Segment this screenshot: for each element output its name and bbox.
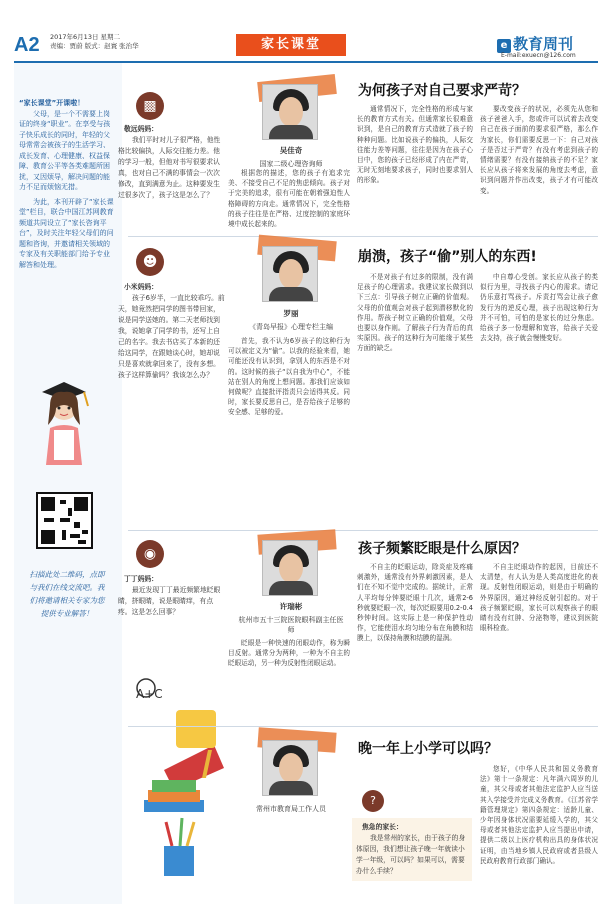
cat-icon: ☻: [136, 248, 164, 276]
expert-credit: [236, 308, 346, 332]
article-col-3: [480, 562, 598, 633]
expert-title: 常州市教育局工作人员: [256, 805, 326, 813]
expert-title: 国家二级心理咨询师: [259, 160, 323, 168]
article-title: 孩子频繁眨眼是什么原因？: [358, 541, 526, 557]
expert-credit: [236, 145, 346, 169]
article-col-2: [357, 104, 473, 186]
article-text: 通常情况下，完全性格的形成与家长的教育方式有关。但通常家长很难意识到，是自己的教育方式造就了孩子的种种问题。比如说孩子的偏执，人际交往能力差等问题，往往是因为在孩子心目中，您的孩子已经形成了内在严苛，无时无刻地要求孩子，同时也要求别人的形象。: [357, 105, 473, 185]
article-col-3: [480, 272, 598, 343]
expert-photo: [262, 540, 318, 596]
school-items-illustration: [124, 650, 234, 890]
section-divider: [128, 530, 598, 531]
article-text: 不自主的眨眼运动，除炎症及疼痛刺激外，通常没有外界刺激因素，是人们在不知不觉中完成的。据统计，正常人平均每分钟要眨眼十几次，通常2-6秒就要眨眼一次，每次眨眼要用0.2-0.4秒钟时间。这实际上是一种保护性动作，它能使泪水均匀地分布在角膜和结膜上，以保持角膜和结膜的湿润。: [357, 563, 473, 643]
expert-credit: [236, 601, 346, 635]
article-col-1: [228, 168, 350, 229]
section-banner: 家长课堂: [236, 34, 346, 56]
question-text: 孩子6岁半，一直比较乖巧。前天，她竟然把同学的图书带回家，说是同学送她的。第二天老师找到我，说她拿了同学的书，还写上自己的名字。我去书店买了本新的还给这同学，在跟她谈心时，她却说只是喜欢就拿回来了，没有多想。孩子这样算偷吗？我该怎么办？: [118, 294, 225, 379]
article-text: 眨眼是一种快速的闭眼动作，称为瞬目反射。通常分为两种，一种为不自主的眨眼运动，另一种为反射性闭眼运动。: [228, 639, 350, 668]
question-2: [118, 282, 226, 381]
expert-name: 许瑞彬: [279, 602, 303, 611]
girl-illustration: [24, 370, 104, 465]
sidebar-paragraph-1: 父母，是一个不需要上岗证的终身“职业”。在享受与孩子快乐成长的同时，年轻的父母常常会被孩子的生活学习、成长发育、心理健康、权益保障、教育公平等各类难题所困扰，又因烦导，解决问题的能力不足而烦恼无措。: [19, 109, 111, 191]
article-title: 为何孩子对自己要求严苛？: [358, 83, 526, 99]
sidebar-title: “家长课堂”开课啦！: [19, 99, 85, 107]
publication-info: [50, 33, 220, 51]
book-icon: ▩: [136, 92, 164, 120]
expert-photo: [262, 84, 318, 140]
section-divider: [128, 726, 598, 727]
question-asker: 焦急的家长：: [362, 823, 403, 831]
article-text: 要改变孩子的状况，必须先从您和孩子爸爸入手，您或许可以试着去改变自己在孩子面前的要求很严格，那么作为家长，你们需要反思一下：自己对孩子是否过于严苛？有没有考虑到孩子的情绪需要？有没有接纳孩子的不足？家长应从孩子将来发展的角度去考虑，意识到问题并作出改变，孩子才有可能改变。: [480, 105, 598, 195]
masthead-logo: [497, 33, 573, 54]
question-text: 最近发现丁丁最近频繁地眨眼睛，挤眼睛，说是眼睛痒，有点疼。这是怎么回事？: [118, 586, 221, 616]
question-4: [352, 818, 472, 881]
eye-icon: ◉: [136, 540, 164, 568]
article-text: 首先，我不认为6岁孩子的这种行为可以被定义为“偷”。以我的经验来看，她可能还没有认识到，拿别人的东西是不对的。这时候的孩子“以自我为中心”，不能站在别人的角度上想问题。那我们应该如何做呢？直接批评指责只会适得其反。同时，家长要反思自己，是否给孩子足够的安全感、足够的爱。: [228, 337, 350, 417]
expert-photo: [262, 740, 318, 796]
qr-caption: 扫描此处二维码，点即与我们在线交流吧。我们将邀请相关专家为您提供专业解答！: [29, 570, 105, 618]
article-text: 不自主眨眼动作的起因，目前还不太清楚，有人认为是人类高度进化的表现。反射性闭眼运动，则是由于明确的外界原因，通过神经反射引起的。对于孩子频繁眨眼，家长可以观察孩子的眼睛有没有红肿、分泌物等，建议到医院眼科检查。: [480, 563, 598, 633]
article-text: 不是对孩子有过多的限制，没有满足孩子的心理需求。我建议家长做到以下三点：引导孩子树立正确的价值观。父母的价值观会对孩子起到潜移默化的作用。帮孩子树立正确的价值观，父母也要以身作则。了解孩子行为背后的真实原因。孩子的这种行为可能缘于某些方面的缺乏。: [357, 273, 473, 353]
question-text: 我是常州的家长，由于孩子的身体原因，我们想让孩子晚一年就读小学一年级，可以吗？如果可以，需要办什么手续？: [356, 834, 466, 875]
expert-name: 吴佳奇: [279, 146, 303, 155]
expert-title: 杭州市五十三院医院眼科副主任医师: [238, 616, 344, 634]
article-text: 根据您的描述，您的孩子有追求完美、不接受自己不足的焦虑倾向。孩子对于完美的追求，很有可能在朝着强迫性人格障碍的方向走。通常情况下，完全性格的孩子往往是在严格、过度控制的家庭环境中成长起来的。: [228, 169, 350, 229]
page-header: [0, 0, 609, 62]
sidebar-intro: [19, 98, 115, 270]
logo-e-icon: e: [497, 39, 511, 53]
expert-credit: [236, 804, 346, 814]
page-number: A2: [14, 34, 40, 56]
article-col-1: [228, 336, 350, 418]
sidebar-paragraph-2: 为此，本刊开辟了“家长课堂”栏目，联合中国江苏网教育频道共同设立了“家长咨询平台”，及时关注年轻父母们的问题和咨询，并邀请相关领域的专家及有关职能部门给予专业解答和处理。: [19, 197, 114, 269]
article-title: 晚一年上小学可以吗？: [358, 741, 498, 757]
qr-code[interactable]: [36, 492, 93, 549]
expert-name: 罗丽: [283, 309, 299, 318]
article-col-2: [357, 272, 473, 354]
question-asker: 丁丁妈妈：: [124, 575, 158, 583]
email-address: E-mail:exuecn@126.com: [501, 52, 576, 59]
article-col-3: [480, 104, 598, 196]
question-icon: ?: [362, 790, 384, 812]
article-text: 中自尊心受创。家长应从孩子的类似行为里，寻找孩子内心的需求。请记仍乐意打骂孩子。斥责打骂会让孩子愈发行为的逆反心理，孩子出现这种行为并不可怕，可怕的是家长的过分焦虑。给孩子多一份理解和宽容，给孩子关爱去支持，孩子就会慢慢变好。: [480, 273, 598, 343]
expert-photo: [262, 246, 318, 302]
editors-line: 责编：贾蔚 版式：赵寰 张治华: [50, 42, 139, 50]
svg-text:A+C: A+C: [136, 687, 163, 701]
question-3: [118, 574, 226, 618]
section-divider: [128, 236, 598, 237]
question-text: 我们平时对儿子很严格，他性格比较偏执，人际交往能力差。他的学习一般，但他对书写很要求认真，也对自己不满的事情会一次次修改，直到满意为止。这种要发生过很多次了，孩子这是怎么了？: [118, 136, 221, 199]
question-asker: 小米妈妈：: [124, 283, 158, 291]
article-col-1: [228, 638, 350, 669]
article-col-3: [480, 764, 598, 866]
date-line: 2017年6月13日 星期二: [50, 33, 121, 41]
question-1: [118, 124, 226, 201]
article-col-2: [357, 562, 473, 644]
logo-text: 教育周刊: [513, 35, 574, 53]
article-text: 您好，《中华人民共和国义务教育法》第十一条规定：凡年满六周岁的儿童，其父母或者其他法定监护人应当送其入学接受并完成义务教育。《江苏省学籍管理规定》第四条规定：适龄儿童、少年因身体状况需要延缓入学的，其父母或者其他法定监护人应当提出申请，提供二级以上医疗机构出具的身体状况证明，由当地乡镇人民政府或者县级人民政府教育行政部门确认。: [480, 765, 598, 865]
expert-title: 《青岛早报》心理专栏主编: [249, 323, 333, 331]
question-asker: 敬远妈妈：: [124, 125, 158, 133]
article-title: 崩溃，孩子“偷”别人的东西!: [358, 249, 537, 265]
